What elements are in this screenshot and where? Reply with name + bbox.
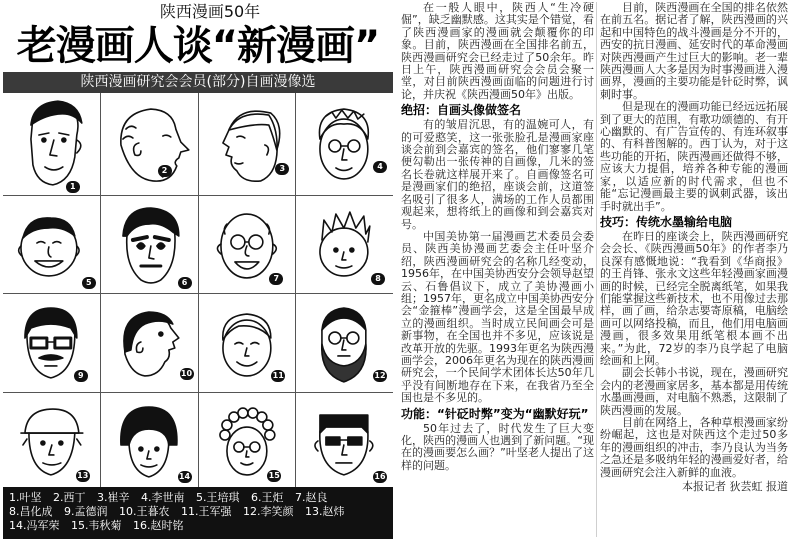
section-heading-signature: 绝招：自画头像做签名 xyxy=(401,103,522,118)
portrait-cell-2 xyxy=(101,93,198,195)
portrait-number-badge: 13 xyxy=(77,471,89,480)
caption-name: 3.崔辛 xyxy=(97,491,130,504)
portrait-cell-5 xyxy=(3,196,100,293)
portrait-3-drawing xyxy=(199,93,296,195)
portrait-cell-11 xyxy=(199,294,296,392)
portrait-number-badge: 5 xyxy=(82,277,96,289)
caption-name: 15.韦秋菊 xyxy=(71,519,122,532)
portrait-number-badge: 16 xyxy=(374,472,386,481)
portrait-cell-1 xyxy=(3,93,100,195)
article-paragraph: 在昨日的座谈会上，陕西漫画研究会会长、《陕西漫画50年》的作者李乃良深有感慨地说：“我看到《华商报》的王肖锋、张永文这些年轻漫画家画漫画的时候，已经完全脱离纸笔，如果我们能掌握这些新技术，也不用像过去那样，画了画，给杂志要寄原稿，电脑绘画可以网络投稿，而且，他们用电脑画漫画，很多效果用纸笔根本画不出来。”为此，72岁的李乃良学起了电脑绘画和上网。 xyxy=(600,229,788,367)
portrait-cell-16 xyxy=(296,393,393,490)
portrait-cell-4 xyxy=(296,93,393,195)
portrait-cell-15 xyxy=(199,393,296,490)
portrait-number-badge: 1 xyxy=(66,181,80,193)
caption-name: 9.孟德润 xyxy=(64,505,108,518)
caption-name: 10.王暮农 xyxy=(119,505,170,518)
caption-name: 14.冯军荣 xyxy=(9,519,60,532)
series-kicker: 陕西漫画50年 xyxy=(159,2,261,21)
caption-name: 5.王培琪 xyxy=(196,491,240,504)
portrait-number-badge: 15 xyxy=(268,471,280,480)
caption-name: 1.叶坚 xyxy=(9,491,42,504)
portrait-number-badge: 8 xyxy=(371,273,385,285)
portrait-number-badge: 4 xyxy=(373,161,387,173)
portrait-gallery-banner: 陕西漫画研究会会员(部分)自画漫像选 xyxy=(3,72,393,93)
section-heading-function: 功能：“针砭时弊”变为“幽默好玩” xyxy=(401,406,589,421)
portrait-1-drawing xyxy=(3,93,100,195)
portrait-number-badge: 3 xyxy=(275,163,289,175)
portrait-grid xyxy=(3,93,393,487)
caption-name: 13.赵炜 xyxy=(305,505,345,518)
page-headline: 老漫画人谈“新漫画” xyxy=(16,23,380,69)
portrait-cell-10 xyxy=(101,294,198,392)
article-paragraph: 目前在网络上，各种草根漫画家纷纷崛起，这也是对陕西这个走过50多年的漫画组织的冲击，李乃良认为当务之急还是多吸纳年轻的漫画爱好者，给漫画研究会注入新鲜的血液。 xyxy=(600,416,788,479)
article-paragraph: 副会长韩小书说，现在，漫画研究会内的老漫画家居多，基本都是用传统水墨画漫画，对电脑不熟悉，这限制了陕西漫画的发展。 xyxy=(600,366,788,417)
caption-name: 12.李笑颜 xyxy=(243,505,294,518)
article-paragraph: 目前，陕西漫画在全国的排名依然在前五名。据记者了解，陕西漫画的兴起和中国特色的战斗漫画是分不开的，西安的抗日漫画、延安时代的革命漫画对陕西漫画产生过巨大的影响。老一辈陕西漫画人大多是因为时事漫画进入漫画界，漫画的主要功能是针砭时弊，讽刺时事。 xyxy=(600,2,788,101)
portrait-cell-9 xyxy=(3,294,100,392)
portrait-2-drawing xyxy=(101,93,198,195)
article-intro: 在一般人眼中，陕西人“生冷硬倔”，缺乏幽默感。这其实是个错觉，看了陕西漫画家的漫画就会颠覆你的印象。目前，陕西漫画在全国排名前五，陕西漫画研究会已经走过了50余年。昨日上午，陕西漫画研究会会员会聚一堂，对目前陕西漫画面临的问题进行讨论，并庆祝《陕西漫画50年》出版。 xyxy=(401,2,594,101)
caption-name: 4.李世南 xyxy=(141,491,185,504)
portrait-number-badge: 9 xyxy=(74,370,88,382)
section-heading-technique: 技巧：传统水墨输给电脑 xyxy=(600,214,733,229)
article-paragraph: 50年过去了，时代发生了巨大变化，陕西的漫画人也遇到了新问题。“现在的漫画要怎么画？”叶坚老人提出了这样的问题。 xyxy=(401,421,594,472)
article-byline: 本报记者 狄芸虹 报道 xyxy=(682,480,788,494)
caption-name: 7.赵良 xyxy=(295,491,328,504)
portrait-cell-12 xyxy=(296,294,393,392)
portrait-cell-3 xyxy=(199,93,296,195)
caption-name: 11.王军强 xyxy=(181,505,232,518)
portrait-number-badge: 6 xyxy=(178,277,192,289)
portrait-number-badge: 2 xyxy=(158,165,172,177)
portrait-number-badge: 10 xyxy=(180,369,193,378)
portrait-cell-14 xyxy=(101,393,198,490)
portrait-caption-names xyxy=(3,487,393,539)
portrait-4-drawing xyxy=(296,93,393,195)
caption-name: 2.西丁 xyxy=(53,491,86,504)
portrait-cell-7 xyxy=(199,196,296,293)
portrait-number-badge: 12 xyxy=(374,371,386,380)
caption-name: 16.赵时铭 xyxy=(133,519,184,532)
article-column-middle xyxy=(401,2,594,537)
caption-name: 6.王炬 xyxy=(251,491,284,504)
portrait-cell-13 xyxy=(3,393,100,490)
article-paragraph: 中国美协第一届漫画艺术委员会委员、陕西美协漫画艺委会主任叶坚介绍，陕西漫画研究会的名称几经变动，1956年，在中国美协西安分会领导赵望云、石鲁倡议下，成立了美协漫画小组；1957年，更名成立中国美协西安分会“金箍棒”漫画学会，这是全国最早成立的漫画组织。当时成立民间画会可是新事物，在全国也并不多见，应该说是改革开放的先驱。1993年更名为陕西漫画学会，2006年更名为现在的陕西漫画研究会，一个民间学术团体长达50年几乎没有间断地存在下来，在我省乃至全国也是不多见的。 xyxy=(401,229,594,405)
portrait-cell-8 xyxy=(296,196,393,293)
article-paragraph: 但是现在的漫画功能已经远远拓展到了更大的范围，有歌功颂德的、有开心幽默的、有广告宣传的、有连环叙事的、有科普图解的。西丁认为，对于这些功能的开拓，陕西漫画还做得不够，应该大力提倡，培养各种专能的漫画家，以适应新的时代需求，但也不能“忘记漫画最主要的讽刺武器，该出手时就出手”。 xyxy=(600,100,788,213)
article-column-right xyxy=(600,2,788,537)
portrait-cell-6 xyxy=(101,196,198,293)
portrait-number-badge: 11 xyxy=(272,371,284,380)
column-divider xyxy=(596,2,597,537)
article-paragraph: 有的皱眉沉思，有的温婉可人，有的可爱憨笑，这一张张脸孔是漫画家座谈会前到会嘉宾的签名，他们寥寥几笔便勾勒出一张传神的自画像，几米的签名长卷就这样展开来了。自画像签名可是漫画家们的绝招，座谈会前，这道签名吸引了很多人，满场的工作人员都围观起来，想将纸上的画像和到会嘉宾对号。 xyxy=(401,118,594,231)
portrait-number-badge: 7 xyxy=(269,273,283,285)
portrait-number-badge: 14 xyxy=(178,472,191,481)
caption-name: 8.昌化成 xyxy=(9,505,53,518)
